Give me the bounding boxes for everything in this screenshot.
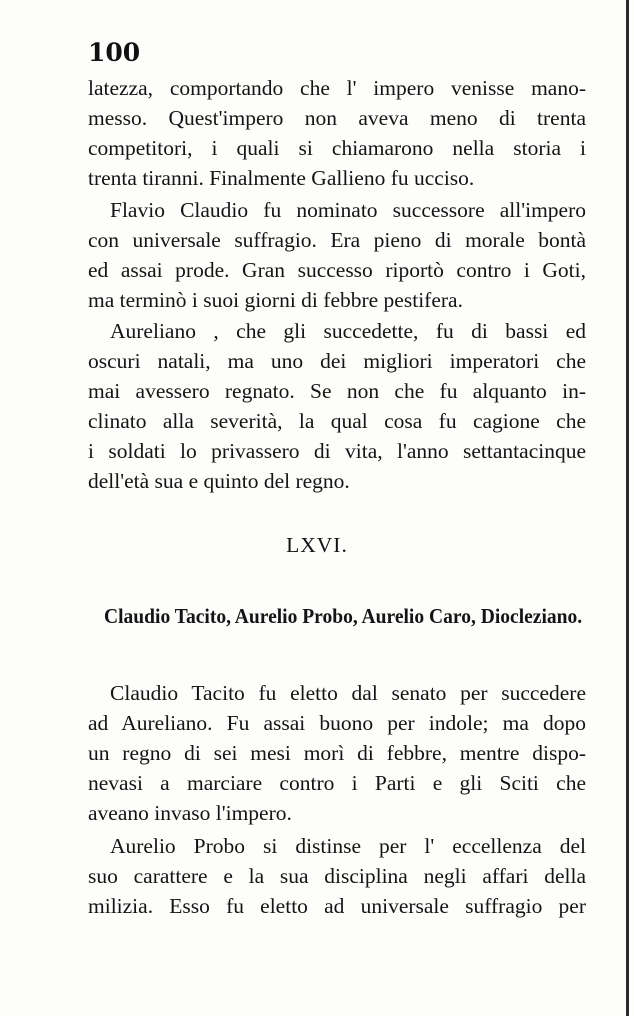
text-line: latezza, comportando che l' impero venisse mano- bbox=[88, 76, 586, 100]
paragraph-2 bbox=[88, 195, 586, 315]
text-line: competitori, i quali si chiamarono nella storia i bbox=[88, 136, 586, 160]
text-line: oscuri natali, ma uno dei migliori imperatori che bbox=[88, 349, 586, 373]
text-line: messo. Quest'impero non aveva meno di trenta bbox=[88, 106, 586, 130]
page-number: 100 bbox=[88, 38, 141, 67]
text-line: dell'età sua e quinto del regno. bbox=[88, 469, 350, 493]
paragraph-4 bbox=[88, 678, 586, 828]
text-line: ed assai prode. Gran successo riportò contro i Goti, bbox=[88, 258, 586, 282]
section-title: Claudio Tacito, Aurelio Probo, Aurelio Caro, Diocleziano. bbox=[104, 604, 583, 628]
text-line: suo carattere e la sua disciplina negli affari della bbox=[88, 864, 586, 888]
text-line: mai avessero regnato. Se non che fu alquanto in- bbox=[88, 379, 586, 403]
text-line: ad Aureliano. Fu assai buono per indole; ma dopo bbox=[88, 711, 586, 735]
paragraph-3 bbox=[88, 316, 586, 496]
text-line: con universale suffragio. Era pieno di morale bontà bbox=[88, 228, 586, 252]
text-line: Aurelio Probo si distinse per l' eccellenza del bbox=[110, 834, 586, 858]
section-number: LXVI. bbox=[286, 533, 348, 557]
paragraph-5 bbox=[88, 831, 586, 921]
text-line: clinato alla severità, la qual cosa fu cagione che bbox=[88, 409, 586, 433]
paragraph-1 bbox=[88, 73, 586, 193]
text-line: ma terminò i suoi giorni di febbre pestifera. bbox=[88, 288, 463, 312]
text-line: un regno di sei mesi morì di febbre, mentre dispo- bbox=[88, 741, 586, 765]
text-line: i soldati lo privassero di vita, l'anno settantacinque bbox=[88, 439, 586, 463]
text-line: aveano invaso l'impero. bbox=[88, 801, 292, 825]
page-edge-line bbox=[626, 0, 629, 1016]
text-line: trenta tiranni. Finalmente Gallieno fu ucciso. bbox=[88, 166, 475, 190]
text-line: milizia. Esso fu eletto ad universale suffragio per bbox=[88, 894, 586, 918]
text-line: Aureliano , che gli succedette, fu di bassi ed bbox=[110, 319, 586, 343]
text-line: Flavio Claudio fu nominato successore all'impero bbox=[110, 198, 586, 222]
text-line: Claudio Tacito fu eletto dal senato per succedere bbox=[110, 681, 586, 705]
text-line: nevasi a marciare contro i Parti e gli Sciti che bbox=[88, 771, 586, 795]
